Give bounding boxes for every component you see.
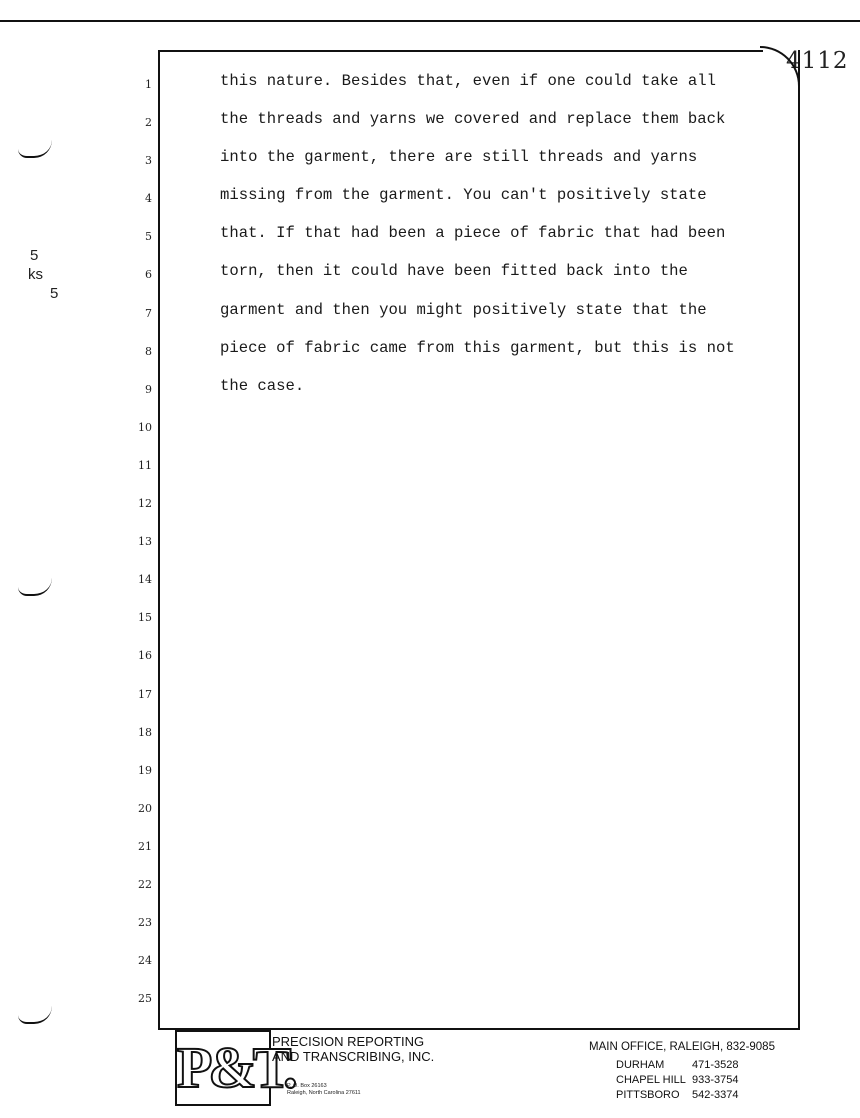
line-number: 14 xyxy=(138,573,152,587)
line-number-column xyxy=(126,72,152,1024)
line-number: 5 xyxy=(145,230,152,244)
company-name-line: PRECISION REPORTING xyxy=(272,1034,425,1049)
line-number: 11 xyxy=(138,458,152,472)
logo-letters: P&T. xyxy=(177,1035,294,1100)
line-number: 20 xyxy=(138,801,152,815)
margin-note-line: 5 xyxy=(50,285,59,302)
line-number: 22 xyxy=(138,877,152,891)
line-number: 10 xyxy=(138,420,152,434)
page-number: 4112 xyxy=(786,48,849,74)
line-number: 6 xyxy=(145,268,152,282)
office-row xyxy=(616,1073,752,1088)
line-number: 8 xyxy=(145,344,152,358)
company-name-line: AND TRANSCRIBING, INC. xyxy=(272,1049,435,1064)
line-number: 7 xyxy=(145,306,152,320)
line-number: 12 xyxy=(138,497,152,511)
po-box: P. O. Box 26163 xyxy=(287,1083,327,1089)
margin-note-line: 5 xyxy=(30,247,39,264)
binder-hole-mark xyxy=(18,578,52,596)
office-city: CHAPEL HILL xyxy=(616,1074,686,1086)
line-number: 19 xyxy=(138,763,152,777)
line-number: 13 xyxy=(138,535,152,549)
testimony-line: the case. xyxy=(220,376,305,395)
line-number: 15 xyxy=(138,611,152,625)
office-row xyxy=(616,1088,752,1103)
line-number: 3 xyxy=(145,154,152,168)
testimony-text xyxy=(220,66,785,409)
line-number: 4 xyxy=(145,192,152,206)
testimony-line: that. If that had been a piece of fabric that had been xyxy=(220,224,726,243)
branch-offices xyxy=(616,1058,752,1103)
line-number: 23 xyxy=(138,916,152,930)
city-state: Raleigh, North Carolina 27611 xyxy=(287,1090,361,1096)
top-rule xyxy=(0,0,860,22)
company-name xyxy=(272,1034,434,1064)
margin-note-line: ks xyxy=(28,266,43,283)
main-office: MAIN OFFICE, RALEIGH, 832-9085 xyxy=(589,1041,775,1053)
line-number: 17 xyxy=(138,687,152,701)
margin-note xyxy=(30,246,70,303)
line-number: 1 xyxy=(145,78,152,91)
company-address xyxy=(287,1083,361,1097)
line-number: 18 xyxy=(138,725,152,739)
office-phone: 471-3528 xyxy=(692,1059,739,1071)
testimony-line: piece of fabric came from this garment, but this is not xyxy=(220,338,735,357)
testimony-line: into the garment, there are still threads and yarns xyxy=(220,148,698,167)
binder-hole-mark xyxy=(18,1006,52,1024)
office-phone: 542-3374 xyxy=(692,1089,739,1101)
office-city: DURHAM xyxy=(616,1059,665,1071)
testimony-line: this nature. Besides that, even if one could take all xyxy=(220,72,716,90)
testimony-line: garment and then you might positively state that the xyxy=(220,300,707,319)
line-number: 24 xyxy=(138,954,152,968)
company-logo xyxy=(175,1030,294,1106)
testimony-line: missing from the garment. You can't positively state xyxy=(220,186,707,205)
testimony-line: torn, then it could have been fitted back into the xyxy=(220,262,688,281)
line-number: 16 xyxy=(138,649,152,663)
office-phone: 933-3754 xyxy=(692,1074,739,1086)
binder-hole-mark xyxy=(18,140,52,158)
line-number: 21 xyxy=(138,839,152,853)
line-number: 2 xyxy=(145,116,152,130)
line-number: 9 xyxy=(145,382,152,396)
page-frame-top xyxy=(158,50,763,52)
office-city: PITTSBORO xyxy=(616,1089,680,1101)
line-number: 25 xyxy=(138,992,152,1006)
office-row xyxy=(616,1058,752,1073)
testimony-line: the threads and yarns we covered and replace them back xyxy=(220,110,726,129)
